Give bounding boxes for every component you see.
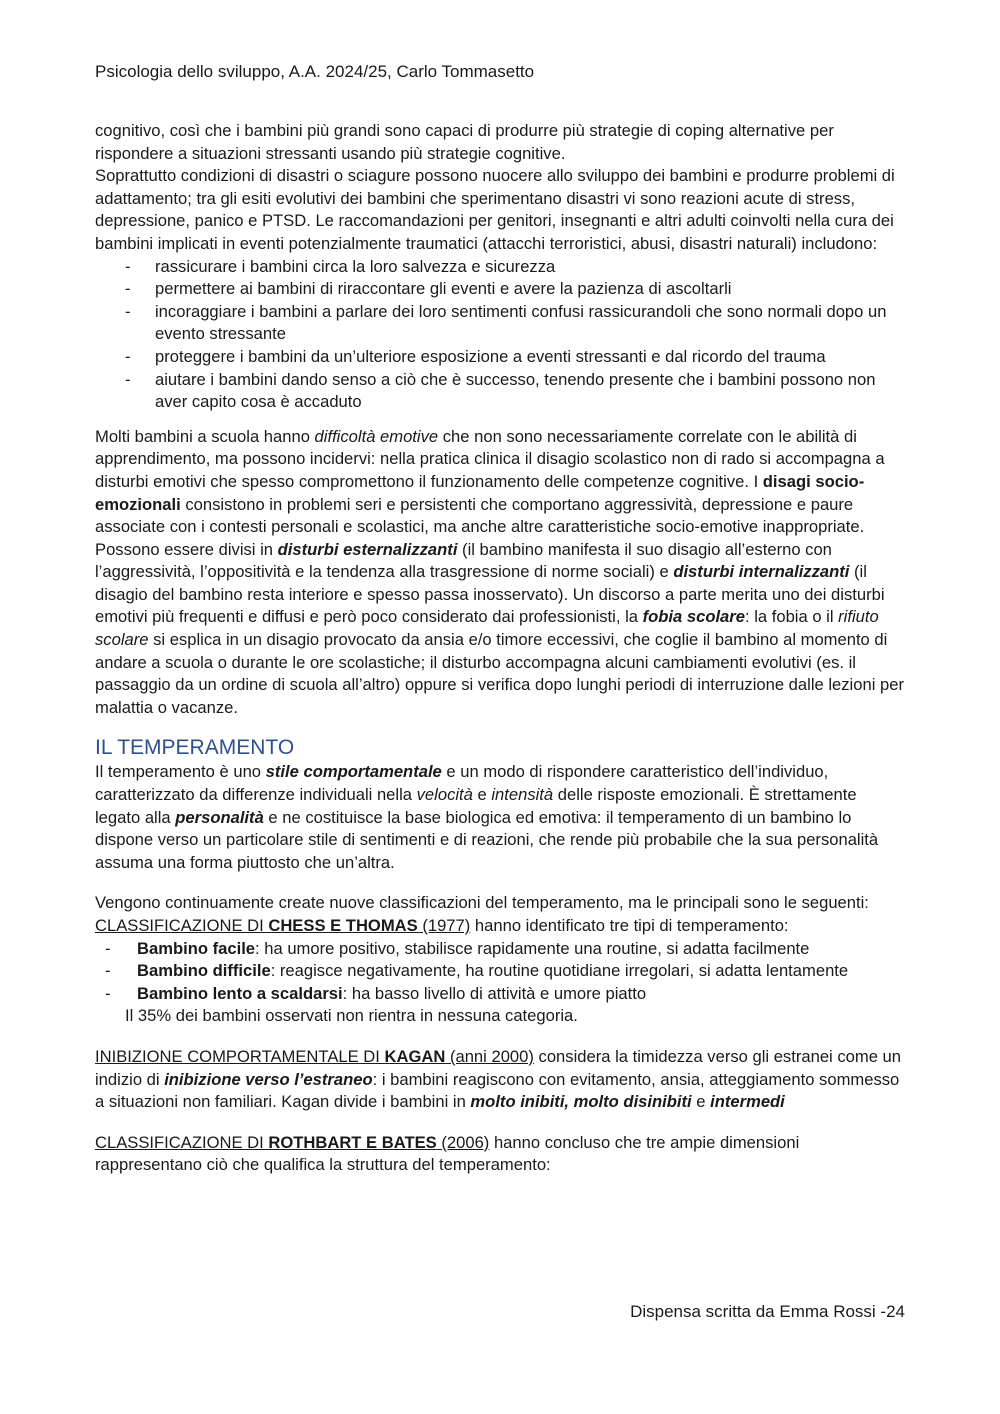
paragraph-coping: cognitivo, così che i bambini più grandi sono capaci di produrre più strategie di coping alternative per rispondere a situazioni stressanti usando più strategie cognitive. xyxy=(95,121,834,163)
paragraph-classifications-intro: Vengono continuamente create nuove classificazioni del temperamento, ma le principali sono le seguenti: xyxy=(95,893,869,913)
list-item: - incoraggiare i bambini a parlare dei loro sentimenti confusi rassicurandoli che sono normali dopo un evento stressante xyxy=(95,301,905,346)
page-footer: Dispensa scritta da Emma Rossi -24 xyxy=(630,1302,905,1321)
list-item: - proteggere i bambini da un’ulteriore esposizione a eventi stressanti e dal ricordo del trauma xyxy=(95,346,905,369)
list-item: - Bambino facile: ha umore positivo, stabilisce rapidamente una routine, si adatta facilmente xyxy=(95,938,905,961)
list-item: - permettere ai bambini di riraccontare gli eventi e avere la pazienza di ascoltarli xyxy=(95,278,905,301)
list-item: - Bambino difficile: reagisce negativamente, ha routine quotidiane irregolari, si adatta lentamente xyxy=(95,960,905,983)
list-item: - aiutare i bambini dando senso a ciò che è successo, tenendo presente che i bambini possono non aver capito cosa è accaduto xyxy=(95,369,905,414)
paragraph-disasters: Soprattutto condizioni di disastri o sciagure possono nuocere allo sviluppo dei bambini e produrre problemi di adattamento; tra gli esiti evolutivi dei bambini che sperimentano disastri vi sono reazioni acute di stress, depressione, panico e PTSD. Le raccomandazioni per genitori, insegnanti e altri adulti coinvolti nella cura dei bambini implicati in eventi potenzialmente traumatici (attacchi terroristici, abusi, disastri naturali) includono: xyxy=(95,166,895,253)
temperament-types-list xyxy=(95,938,905,1006)
paragraph-emotional-difficulties: Molti bambini a scuola hanno difficoltà emotive che non sono necessariamente correlate con le abilità di apprendimento, ma possono incidervi: nella pratica clinica il disagio scolastico non di rado si accompagna a disturbi emotivi che spesso compromettono il funzionamento delle competenze cognitive. I disagi socio-emozionali consistono in problemi seri e persistenti che comportano aggressività, depressione e paure associate con i contesti personali e scolastici, ma anche altre caratteristiche socio-emotive inappropriate. Possono essere divisi in disturbi esternalizzanti (il bambino manifesta il suo disagio all’esterno con l’aggressività, l’oppositività e la tendenza alla trasgressione di norme sociali) e disturbi internalizzanti (il disagio del bambino resta interiore e spesso passa inosservato). Un discorso a parte merita uno dei disturbi emotivi più frequenti e diffusi e però poco considerato dai professionisti, la fobia scolare: la fobia o il rifiuto scolare si esplica in un disagio provocato da ansia e/o timore eccessivi, che coglie il bambino al momento di andare a scuola o durante le ore scolastiche; il disturbo accompagna alcuni cambiamenti evolutivi (es. il passaggio da un ordine di scuola all’altro) oppure si verifica dopo lunghi periodi di interruzione dalle lezioni per malattia o vacanze. xyxy=(95,426,904,717)
paragraph-temperament-definition: Il temperamento è uno stile comportamentale e un modo di rispondere caratteristico dell’individuo, caratterizzato da differenze individuali nella velocità e intensità delle risposte emozionali. È strettamente legato alla personalità e ne costituisce la base biologica ed emotiva: il temperamento di un bambino lo dispone verso un particolare stile di sentimenti e di reazioni, che rende più probabile che la sua personalità assuma una forma piuttosto che un’altra. xyxy=(95,762,879,872)
chess-thomas-note: Il 35% dei bambini osservati non rientra in nessuna categoria. xyxy=(125,1006,578,1026)
page-header: Psicologia dello sviluppo, A.A. 2024/25, Carlo Tommasetto xyxy=(95,62,535,81)
chess-thomas-heading: CLASSIFICAZIONE DI CHESS E THOMAS (1977) hanno identificato tre tipi di temperamento: xyxy=(95,916,789,935)
recommendations-list xyxy=(95,256,905,414)
paragraph-rothbart-bates: CLASSIFICAZIONE DI ROTHBART E BATES (2006) hanno concluso che tre ampie dimensioni rappresentano ciò che qualifica la struttura del temperamento: xyxy=(95,1132,800,1175)
list-item: - rassicurare i bambini circa la loro salvezza e sicurezza xyxy=(95,256,905,279)
page-content xyxy=(95,120,905,1177)
section-title: IL TEMPERAMENTO xyxy=(95,736,295,760)
list-item: - Bambino lento a scaldarsi: ha basso livello di attività e umore piatto xyxy=(95,983,905,1006)
paragraph-kagan: INIBIZIONE COMPORTAMENTALE DI KAGAN (anni 2000) considera la timidezza verso gli estranei come un indizio di inibizione verso l’estraneo: i bambini reagiscono con evitamento, ansia, atteggiamento sommesso a situazioni non familiari. Kagan divide i bambini in molto inibiti, molto disinibiti e intermedi xyxy=(95,1046,901,1112)
